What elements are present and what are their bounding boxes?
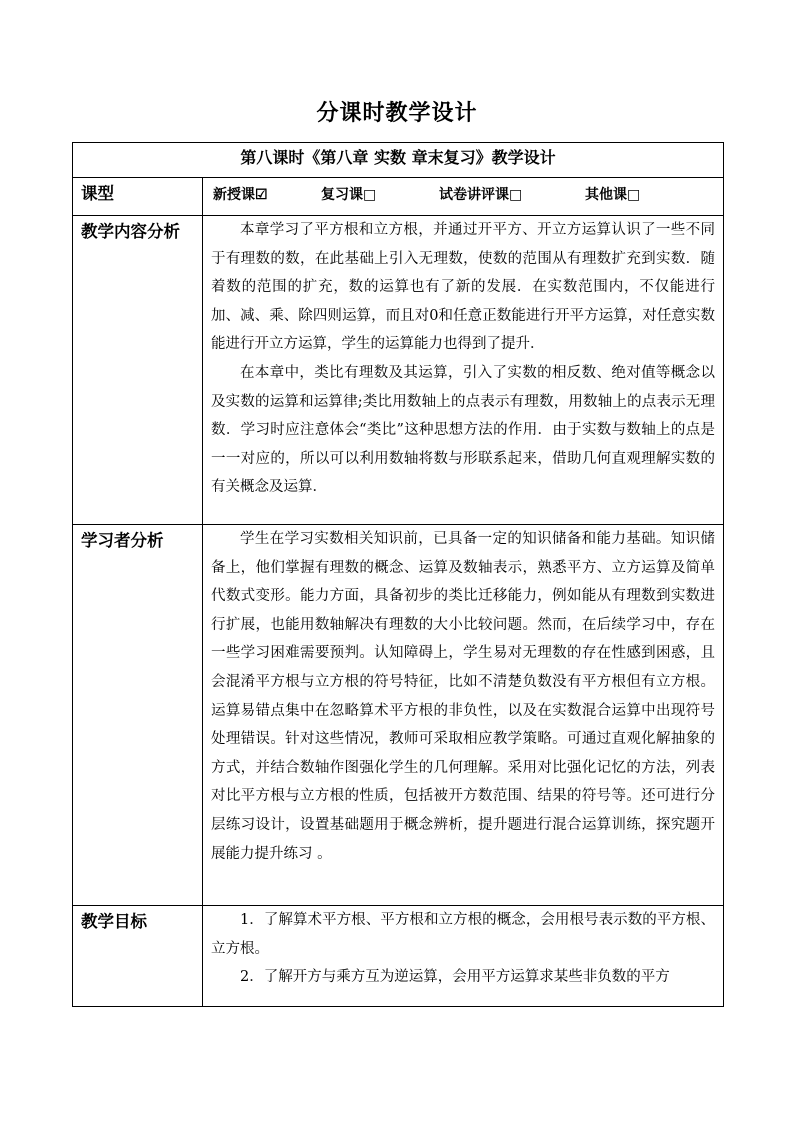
learner-analysis-label: 学习者分析	[73, 525, 203, 906]
content-analysis-row	[73, 216, 724, 525]
content-analysis-paragraph: 本章学习了平方根和立方根，并通过开平方、开立方运算认识了一些不同于有理数的数，在此基础上引入无理数，使数的范围从有理数扩充到实数．随着数的范围的扩充，数的运算也有了新的发展．在实数范围内，不仅能进行加、减、乘、除四则运算，而且对0和任意正数能进行开平方运算，对任意实数能进行开立方运算，学生的运算能力也得到了提升．	[211, 222, 715, 353]
lesson-title: 第八课时《第八章 实数 章末复习》教学设计	[73, 143, 724, 178]
learner-analysis-body	[203, 525, 724, 906]
content-analysis-label: 教学内容分析	[73, 216, 203, 525]
course-type-options	[203, 178, 723, 204]
course-type-other-lesson: 其他课□	[585, 187, 641, 203]
learner-analysis-row	[73, 525, 724, 906]
content-analysis-body	[203, 216, 724, 525]
learner-analysis-paragraph: 学生在学习实数相关知识前，已具备一定的知识储备和能力基础。知识储备上，他们掌握有理数的概念、运算及数轴表示，熟悉平方、立方运算及简单代数式变形。能力方面，具备初步的类比迁移能力，例如能从有理数到实数进行扩展，也能用数轴解决有理数的大小比较问题。然而，在后续学习中，存在一些学习困难需要预判。认知障碍上，学生易对无理数的存在性感到困惑，且会混淆平方根与立方根的符号特征，比如不清楚负数没有平方根但有立方根。运算易错点集中在忽略算术平方根的非负性，以及在实数混合运算中出现符号处理错误。针对这些情况，教师可采取相应教学策略。可通过直观化解抽象的方式，并结合数轴作图强化学生的几何理解。采用对比强化记忆的方法，列表对比平方根与立方根的性质，包括被开方数范围、结果的符号等。还可进行分层练习设计，设置基础题用于概念辨析，提升题进行混合运算训练，探究题开展能力提升练习 。	[211, 531, 715, 862]
course-type-options-cell	[203, 178, 724, 216]
teaching-goal-item: 2．了解开方与乘方互为逆运算，会用平方运算求某些非负数的平方	[240, 969, 670, 986]
teaching-goals-label: 教学目标	[73, 906, 203, 1007]
lesson-title-row	[73, 143, 724, 178]
teaching-goals-row	[73, 906, 724, 1007]
course-type-new-lesson: 新授课☑	[213, 187, 268, 203]
lesson-plan-table	[72, 142, 724, 1007]
teaching-goal-item: 1．了解算术平方根、平方根和立方根的概念，会用根号表示数的平方根、立方根。	[211, 912, 715, 957]
course-type-exam-review-lesson: 试卷讲评课□	[439, 187, 523, 203]
page-title: 分课时教学设计	[316, 100, 478, 126]
course-type-label: 课型	[73, 178, 203, 216]
teaching-goals-body	[203, 906, 724, 1007]
course-type-row	[73, 178, 724, 216]
content-analysis-paragraph: 在本章中，类比有理数及其运算，引入了实数的相反数、绝对值等概念以及实数的运算和运算律;类比用数轴上的点表示有理数，用数轴上的点表示无理数．学习时应注意体会“类比”这种思想方法的作用．由于实数与数轴上的点是一一对应的，所以可以利用数轴将数与形联系起来，借助几何直观理解实数的有关概念及运算．	[211, 364, 715, 496]
course-type-review-lesson: 复习课□	[321, 187, 377, 203]
